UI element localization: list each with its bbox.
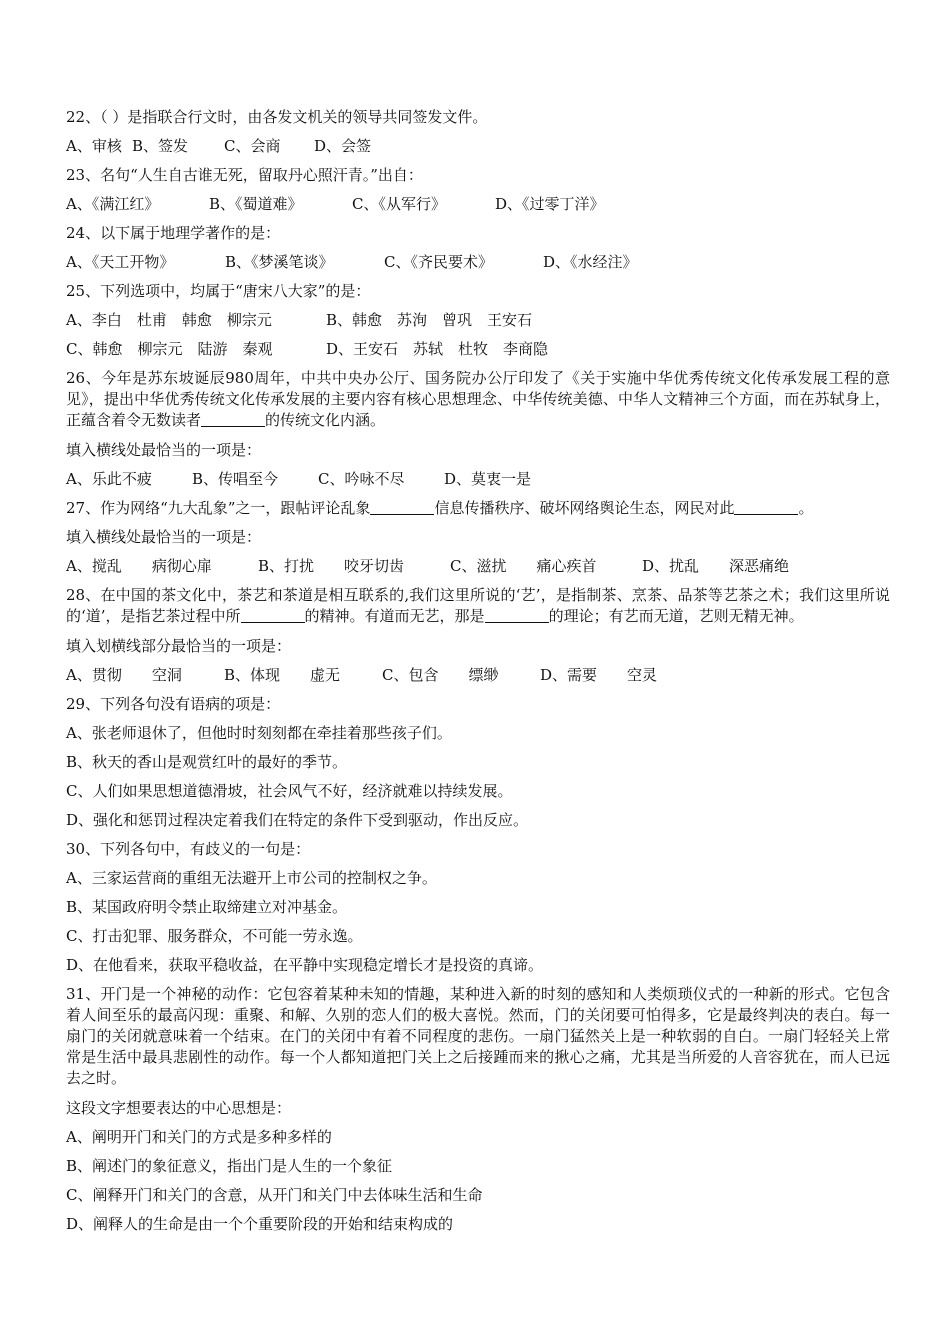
option-b: B、打扰 咬牙切齿: [258, 557, 405, 575]
option-a: A、阐明开门和关门的方式是多种多样的: [66, 1128, 332, 1146]
question-28-prompt: 填入划横线部分最恰当的一项是：: [66, 637, 292, 655]
question-23-options: [66, 194, 890, 214]
question-23-stem: 23、名句“人生自古谁无死，留取丹心照汗青。”出自：: [66, 166, 423, 184]
option-d: D、莫衷一是: [444, 470, 532, 488]
question-26-options: [66, 469, 890, 489]
option-d: D、《水经注》: [543, 253, 638, 271]
option-d: D、需要 空灵: [540, 666, 658, 684]
option-a: A、搅乱 病彻心扉: [66, 557, 212, 575]
option-b: B、某国政府明令禁止取缔建立对冲基金。: [66, 898, 348, 916]
option-a: A、《满江红》: [66, 195, 160, 213]
option-c: C、吟咏不尽: [318, 470, 405, 488]
option-b: B、《梦溪笔谈》: [225, 253, 334, 271]
question-27-stem: 27、作为网络“九大乱象”之一，跟帖评论乱象 信息传播秩序、破坏网络舆论生态，网民对此 。: [66, 499, 814, 517]
question-25-options-row1: [66, 310, 890, 330]
option-d: D、强化和惩罚过程决定着我们在特定的条件下受到驱动，作出反应。: [66, 811, 529, 829]
option-c: C、会商: [224, 137, 281, 155]
option-a: A、审核: [66, 137, 122, 155]
question-27-prompt: 填入横线处最恰当的一项是：: [66, 528, 262, 546]
answer-blank: [485, 608, 549, 623]
question-25-stem: 25、下列选项中，均属于“唐宋八大家”的是：: [66, 282, 371, 300]
option-b: B、韩愈 苏洵 曾巩 王安石: [326, 311, 533, 329]
option-c: C、阐释开门和关门的含意，从开门和关门中去体味生活和生命: [66, 1186, 483, 1204]
question-31-prompt: 这段文字想要表达的中心思想是：: [66, 1099, 292, 1117]
question-29-stem: 29、下列各句没有语病的项是：: [66, 695, 281, 713]
question-28-options: [66, 665, 890, 685]
question-26-stem: 26、今年是苏东坡诞辰980周年，中共中央办公厅、国务院办公厅印发了《关于实施中华优秀传统文化传承发展工程的意见》，提出中华优秀传统文化传承发展的主要内容有核心思想理念、中华传统美德、中华人文精神三个方面，而在苏轼身上，正蕴含着令无数读者 的传统文化内涵。: [66, 369, 890, 429]
option-d: D、会签: [314, 137, 372, 155]
option-a: A、张老师退休了，但他时时刻刻都在牵挂着那些孩子们。: [66, 724, 452, 742]
answer-blank: [241, 608, 305, 623]
option-d: D、阐释人的生命是由一个个重要阶段的开始和结束构成的: [66, 1215, 454, 1233]
question-22-options: [66, 136, 890, 156]
question-28-stem: 28、在中国的茶文化中，茶艺和茶道是相互联系的,我们这里所说的‘艺’，是指制茶、烹茶、品茶等艺茶之术；我们这里所说的‘道’，是指艺茶过程中所 的精神。有道而无艺，那是 的理论；有艺而无道，艺则无精无神。: [66, 586, 890, 625]
option-b: B、阐述门的象征意义，指出门是人生的一个象征: [66, 1157, 393, 1175]
option-c: C、打击犯罪、服务群众，不可能一劳永逸。: [66, 927, 363, 945]
option-c: C、《齐民要术》: [384, 253, 493, 271]
question-25-options-row2: [66, 339, 890, 359]
option-d: D、王安石 苏轼 杜牧 李商隐: [326, 340, 549, 358]
option-b: B、体现 虚无: [224, 666, 341, 684]
option-a: A、贯彻 空洞: [66, 666, 182, 684]
option-c: C、韩愈 柳宗元 陆游 秦观: [66, 340, 273, 358]
question-27-options: [66, 556, 890, 576]
question-31-stem: 31、开门是一个神秘的动作：它包容着某种未知的情趣，某种进入新的时刻的感知和人类烦琐仪式的一种新的形式。它包含着人间至乐的最高闪现：重聚、和解、久别的恋人们的极大喜悦。然而，门的关闭要可怕得多，它是最终判决的表白。每一扇门的关闭就意味着一个结束。在门的关闭中有着不同程度的悲伤。一扇门猛然关上是一种软弱的自白。一扇门轻轻关上常常是生活中最具悲剧性的动作。每一个人都知道把门关上之后接踵而来的揪心之痛，尤其是当所爱的人音容犹在，而人已远去之时。: [66, 985, 890, 1087]
option-a: A、李白 杜甫 韩愈 柳宗元: [66, 311, 272, 329]
option-b: B、《蜀道难》: [209, 195, 303, 213]
option-c: C、人们如果思想道德滑坡，社会风气不好，经济就难以持续发展。: [66, 782, 513, 800]
question-30-stem: 30、下列各句中，有歧义的一句是：: [66, 840, 311, 858]
option-b: B、秋天的香山是观赏红叶的最好的季节。: [66, 753, 348, 771]
option-a: A、《天工开物》: [66, 253, 175, 271]
option-d: D、扰乱 深恶痛绝: [642, 557, 790, 575]
question-22-stem: 22、（ ）是指联合行文时，由各发文机关的领导共同签发文件。: [66, 108, 488, 126]
answer-blank: [734, 500, 798, 515]
option-b: B、签发: [132, 137, 189, 155]
option-a: A、乐此不疲: [66, 470, 152, 488]
answer-blank: [370, 500, 434, 515]
question-24-options: [66, 252, 890, 272]
option-b: B、传唱至今: [192, 470, 279, 488]
question-24-stem: 24、以下属于地理学著作的是：: [66, 224, 281, 242]
question-26-prompt: 填入横线处最恰当的一项是：: [66, 441, 262, 459]
answer-blank: [201, 412, 265, 427]
option-a: A、三家运营商的重组无法避开上市公司的控制权之争。: [66, 869, 437, 887]
option-d: D、在他看来，获取平稳收益，在平静中实现稳定增长才是投资的真谛。: [66, 956, 544, 974]
option-c: C、《从军行》: [352, 195, 446, 213]
option-d: D、《过零丁洋》: [495, 195, 605, 213]
option-c: C、包含 缥缈: [382, 666, 499, 684]
option-c: C、滋扰 痛心疾首: [450, 557, 597, 575]
